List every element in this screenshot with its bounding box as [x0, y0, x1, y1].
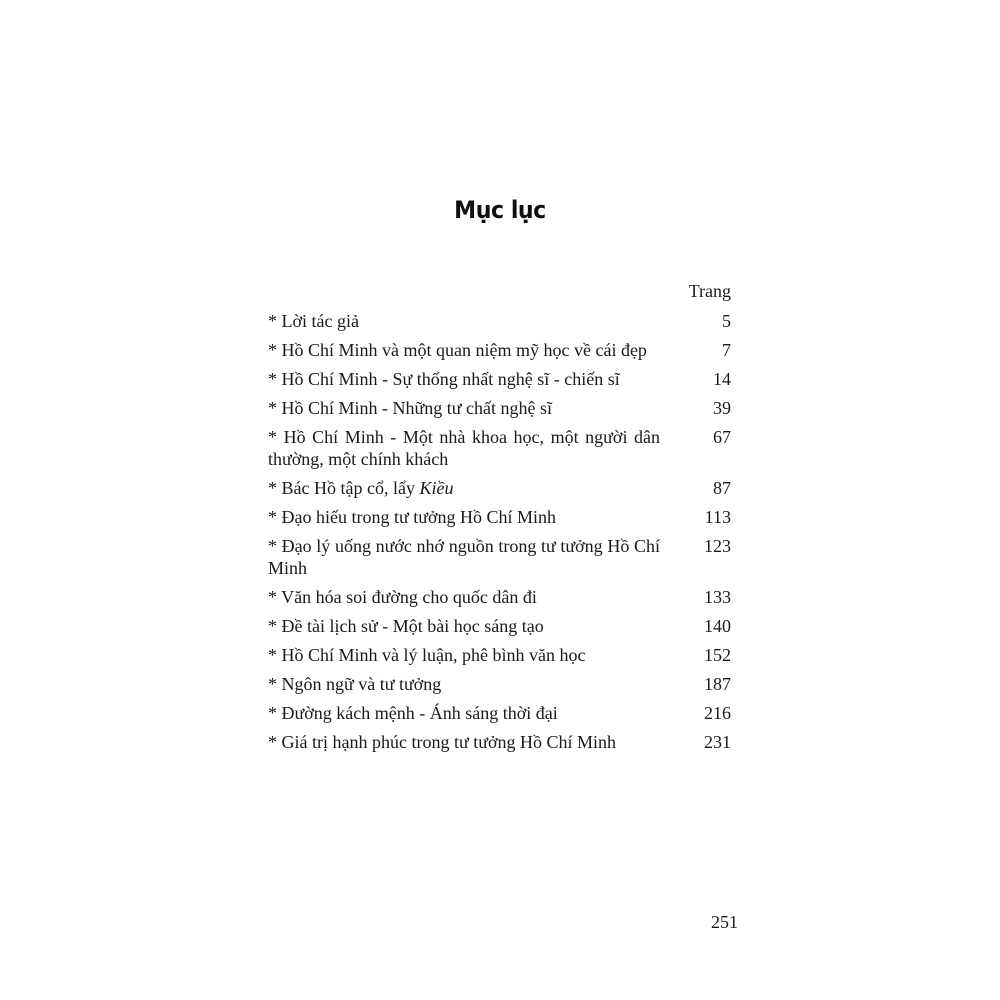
toc-entry-title: * Hồ Chí Minh và một quan niệm mỹ học về cái đẹp: [268, 340, 647, 360]
toc-entry-page: 14: [713, 369, 731, 389]
toc-entry-page: 216: [704, 703, 731, 723]
toc-entry-title: * Đạo hiếu trong tư tưởng Hồ Chí Minh: [268, 507, 557, 527]
toc-entry-page: 87: [713, 478, 731, 498]
toc-entry-title: * Đề tài lịch sử - Một bài học sáng tạo: [268, 616, 544, 636]
toc-entry-page: 123: [704, 536, 731, 556]
toc-entry: [268, 368, 731, 390]
toc-entry: [268, 310, 731, 332]
toc-entry-title: * Văn hóa soi đường cho quốc dân đi: [268, 587, 537, 607]
toc-entry-title: * Hồ Chí Minh và lý luận, phê bình văn học: [268, 645, 586, 665]
toc-entry-title-italic: Kiều: [419, 478, 454, 498]
toc-entry-title: * Hồ Chí Minh - Một nhà khoa học, một người dân thường, một chính khách: [268, 427, 660, 469]
toc-entry-page: 231: [704, 732, 731, 752]
toc-entry-title: * Đường kách mệnh - Ánh sáng thời đại: [268, 703, 558, 723]
toc-entry-page: 5: [722, 311, 731, 331]
toc-entry: [268, 535, 731, 579]
toc-entry: [268, 397, 731, 419]
toc-entry: [268, 506, 731, 528]
toc-entry-page: 39: [713, 398, 731, 418]
page-column-header: Trang: [688, 281, 731, 301]
toc-entry-title: [268, 477, 660, 499]
page-number: 251: [711, 912, 738, 932]
toc-entry-title: * Giá trị hạnh phúc trong tư tưởng Hồ Chí Minh: [268, 732, 617, 752]
toc-entry-page: 113: [704, 507, 731, 527]
toc-entry: [268, 477, 731, 499]
toc-entry-title: * Đạo lý uống nước nhớ nguồn trong tư tưởng Hồ Chí Minh: [268, 536, 660, 578]
toc-entry: [268, 586, 731, 608]
table-of-contents: [268, 310, 731, 760]
toc-entry: [268, 426, 731, 470]
toc-entry-title: * Hồ Chí Minh - Những tư chất nghệ sĩ: [268, 398, 552, 418]
toc-entry-page: 152: [704, 645, 731, 665]
toc-entry-page: 67: [713, 427, 731, 447]
toc-entry-page: 140: [704, 616, 731, 636]
toc-entry: [268, 702, 731, 724]
toc-entry: [268, 673, 731, 695]
page-title: Mục lục: [454, 196, 546, 224]
toc-entry-title-text: * Bác Hồ tập cổ, lẩy: [268, 478, 420, 498]
toc-entry-page: 187: [704, 674, 731, 694]
toc-entry-title: * Ngôn ngữ và tư tưởng: [268, 674, 442, 694]
toc-entry-title: * Lời tác giả: [268, 311, 359, 331]
toc-entry: [268, 339, 731, 361]
toc-entry-page: 133: [704, 587, 731, 607]
toc-entry: [268, 731, 731, 753]
toc-entry: [268, 644, 731, 666]
toc-entry: [268, 615, 731, 637]
toc-entry-page: 7: [722, 340, 731, 360]
toc-entry-title: * Hồ Chí Minh - Sự thống nhất nghệ sĩ - chiến sĩ: [268, 369, 620, 389]
